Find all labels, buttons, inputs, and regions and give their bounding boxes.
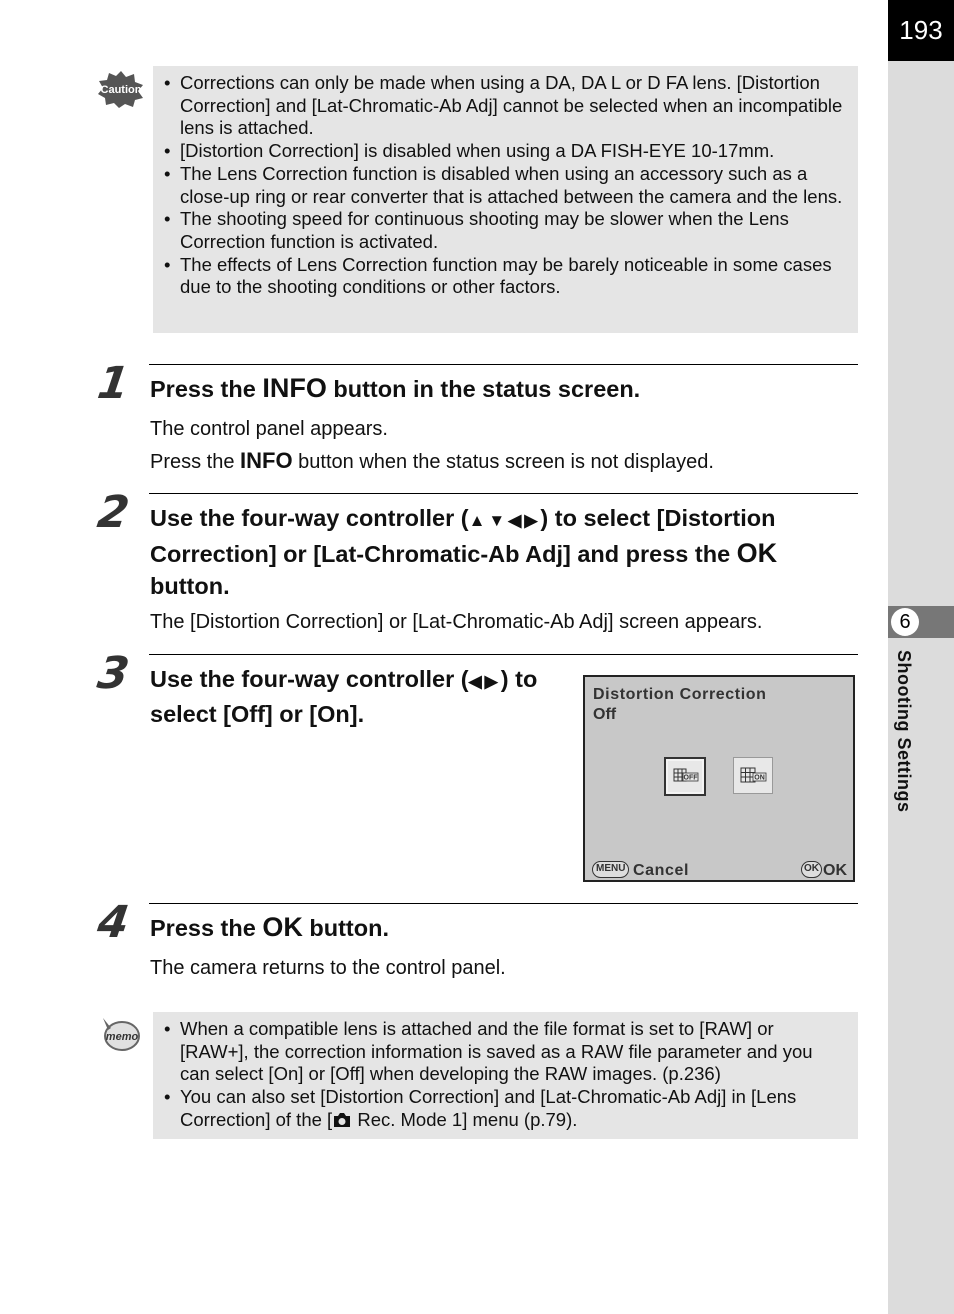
svg-text:Caution: Caution [100, 84, 142, 96]
caution-item: • The Lens Correction function is disabled when using an accessory such as a close-up ring or rear converter that is attached between the camera and the lens. [180, 163, 844, 208]
step-1-heading: Press the INFO button in the status screen. [150, 373, 641, 403]
svg-text:memo: memo [105, 1031, 139, 1043]
step-number-3: 3 [94, 648, 133, 699]
step-2-heading: Use the four-way controller (▲▼◀▶) to select [Distortion Correction] or [Lat-Chromatic-Ab Adj] and press the OK button. [150, 505, 778, 599]
memo-item: • You can also set [Distortion Correction] and [Lat-Chromatic-Ab Adj] in [Lens Correction] of the [ Rec. Mode 1] menu (p.79). [180, 1086, 844, 1133]
step-4-heading: Press the OK button. [150, 912, 389, 942]
step-number-2: 2 [94, 487, 133, 538]
step-number-4: 4 [94, 897, 133, 948]
step-divider [149, 903, 858, 904]
step-number-1: 1 [94, 358, 133, 409]
ok-key: OK [736, 538, 778, 568]
cancel-label: Cancel [633, 862, 690, 879]
memo-box [153, 1012, 858, 1139]
svg-text:OFF: OFF [683, 774, 698, 782]
step-divider [149, 654, 858, 655]
ok-key: OK [262, 912, 303, 942]
step-1-note: Press the INFO button when the status screen is not displayed. [150, 448, 714, 473]
info-key: INFO [262, 373, 327, 403]
step-divider [149, 493, 858, 494]
step-2-body: The [Distortion Correction] or [Lat-Chromatic-Ab Adj] screen appears. [150, 611, 763, 633]
caution-icon [97, 69, 145, 114]
ok-key-icon: OK [801, 861, 822, 878]
option-on[interactable] [733, 757, 773, 794]
option-off[interactable] [664, 757, 706, 796]
caution-item: • [Distortion Correction] is disabled when using a DA FISH-EYE 10-17mm. [180, 140, 844, 163]
ok-label: OK [823, 862, 847, 879]
left-right-controller-icon: ◀▶ [468, 672, 501, 691]
step-1-body: The control panel appears. [150, 418, 388, 440]
screen-value: Off [593, 706, 617, 723]
caution-item: • The effects of Lens Correction function may be barely noticeable in some cases due to the shooting conditions or other factors. [180, 254, 844, 299]
page-number: 193 [888, 0, 954, 61]
caution-box [153, 66, 858, 333]
step-divider [149, 364, 858, 365]
svg-text:ON: ON [754, 774, 765, 782]
step-4-body: The camera returns to the control panel. [150, 957, 506, 979]
screen-title: Distortion Correction [593, 686, 767, 703]
memo-icon [99, 1014, 141, 1059]
four-way-controller-icon: ▲▼◀▶ [468, 511, 541, 530]
caution-item: • Corrections can only be made when using a DA, DA L or D FA lens. [Distortion Correction] and [Lat-Chromatic-Ab Adj] cannot be selected when an incompatible lens is attached. [180, 72, 844, 140]
memo-item: • When a compatible lens is attached and the file format is set to [RAW] or [RAW+], the correction information is saved as a RAW file parameter and you can select [On] or [Off] when developing the RAW images. (p.236) [180, 1018, 844, 1086]
chapter-number: 6 [891, 608, 919, 636]
caution-item: • The shooting speed for continuous shooting may be slower when the Lens Correction function is activated. [180, 208, 844, 253]
info-key: INFO [240, 448, 293, 473]
step-3-heading: Use the four-way controller (◀▶) to select [Off] or [On]. [150, 666, 538, 727]
chapter-title: Shooting Settings [894, 650, 914, 813]
camera-icon [333, 1111, 351, 1134]
menu-key-icon: MENU [592, 861, 629, 878]
camera-screen [583, 675, 855, 882]
